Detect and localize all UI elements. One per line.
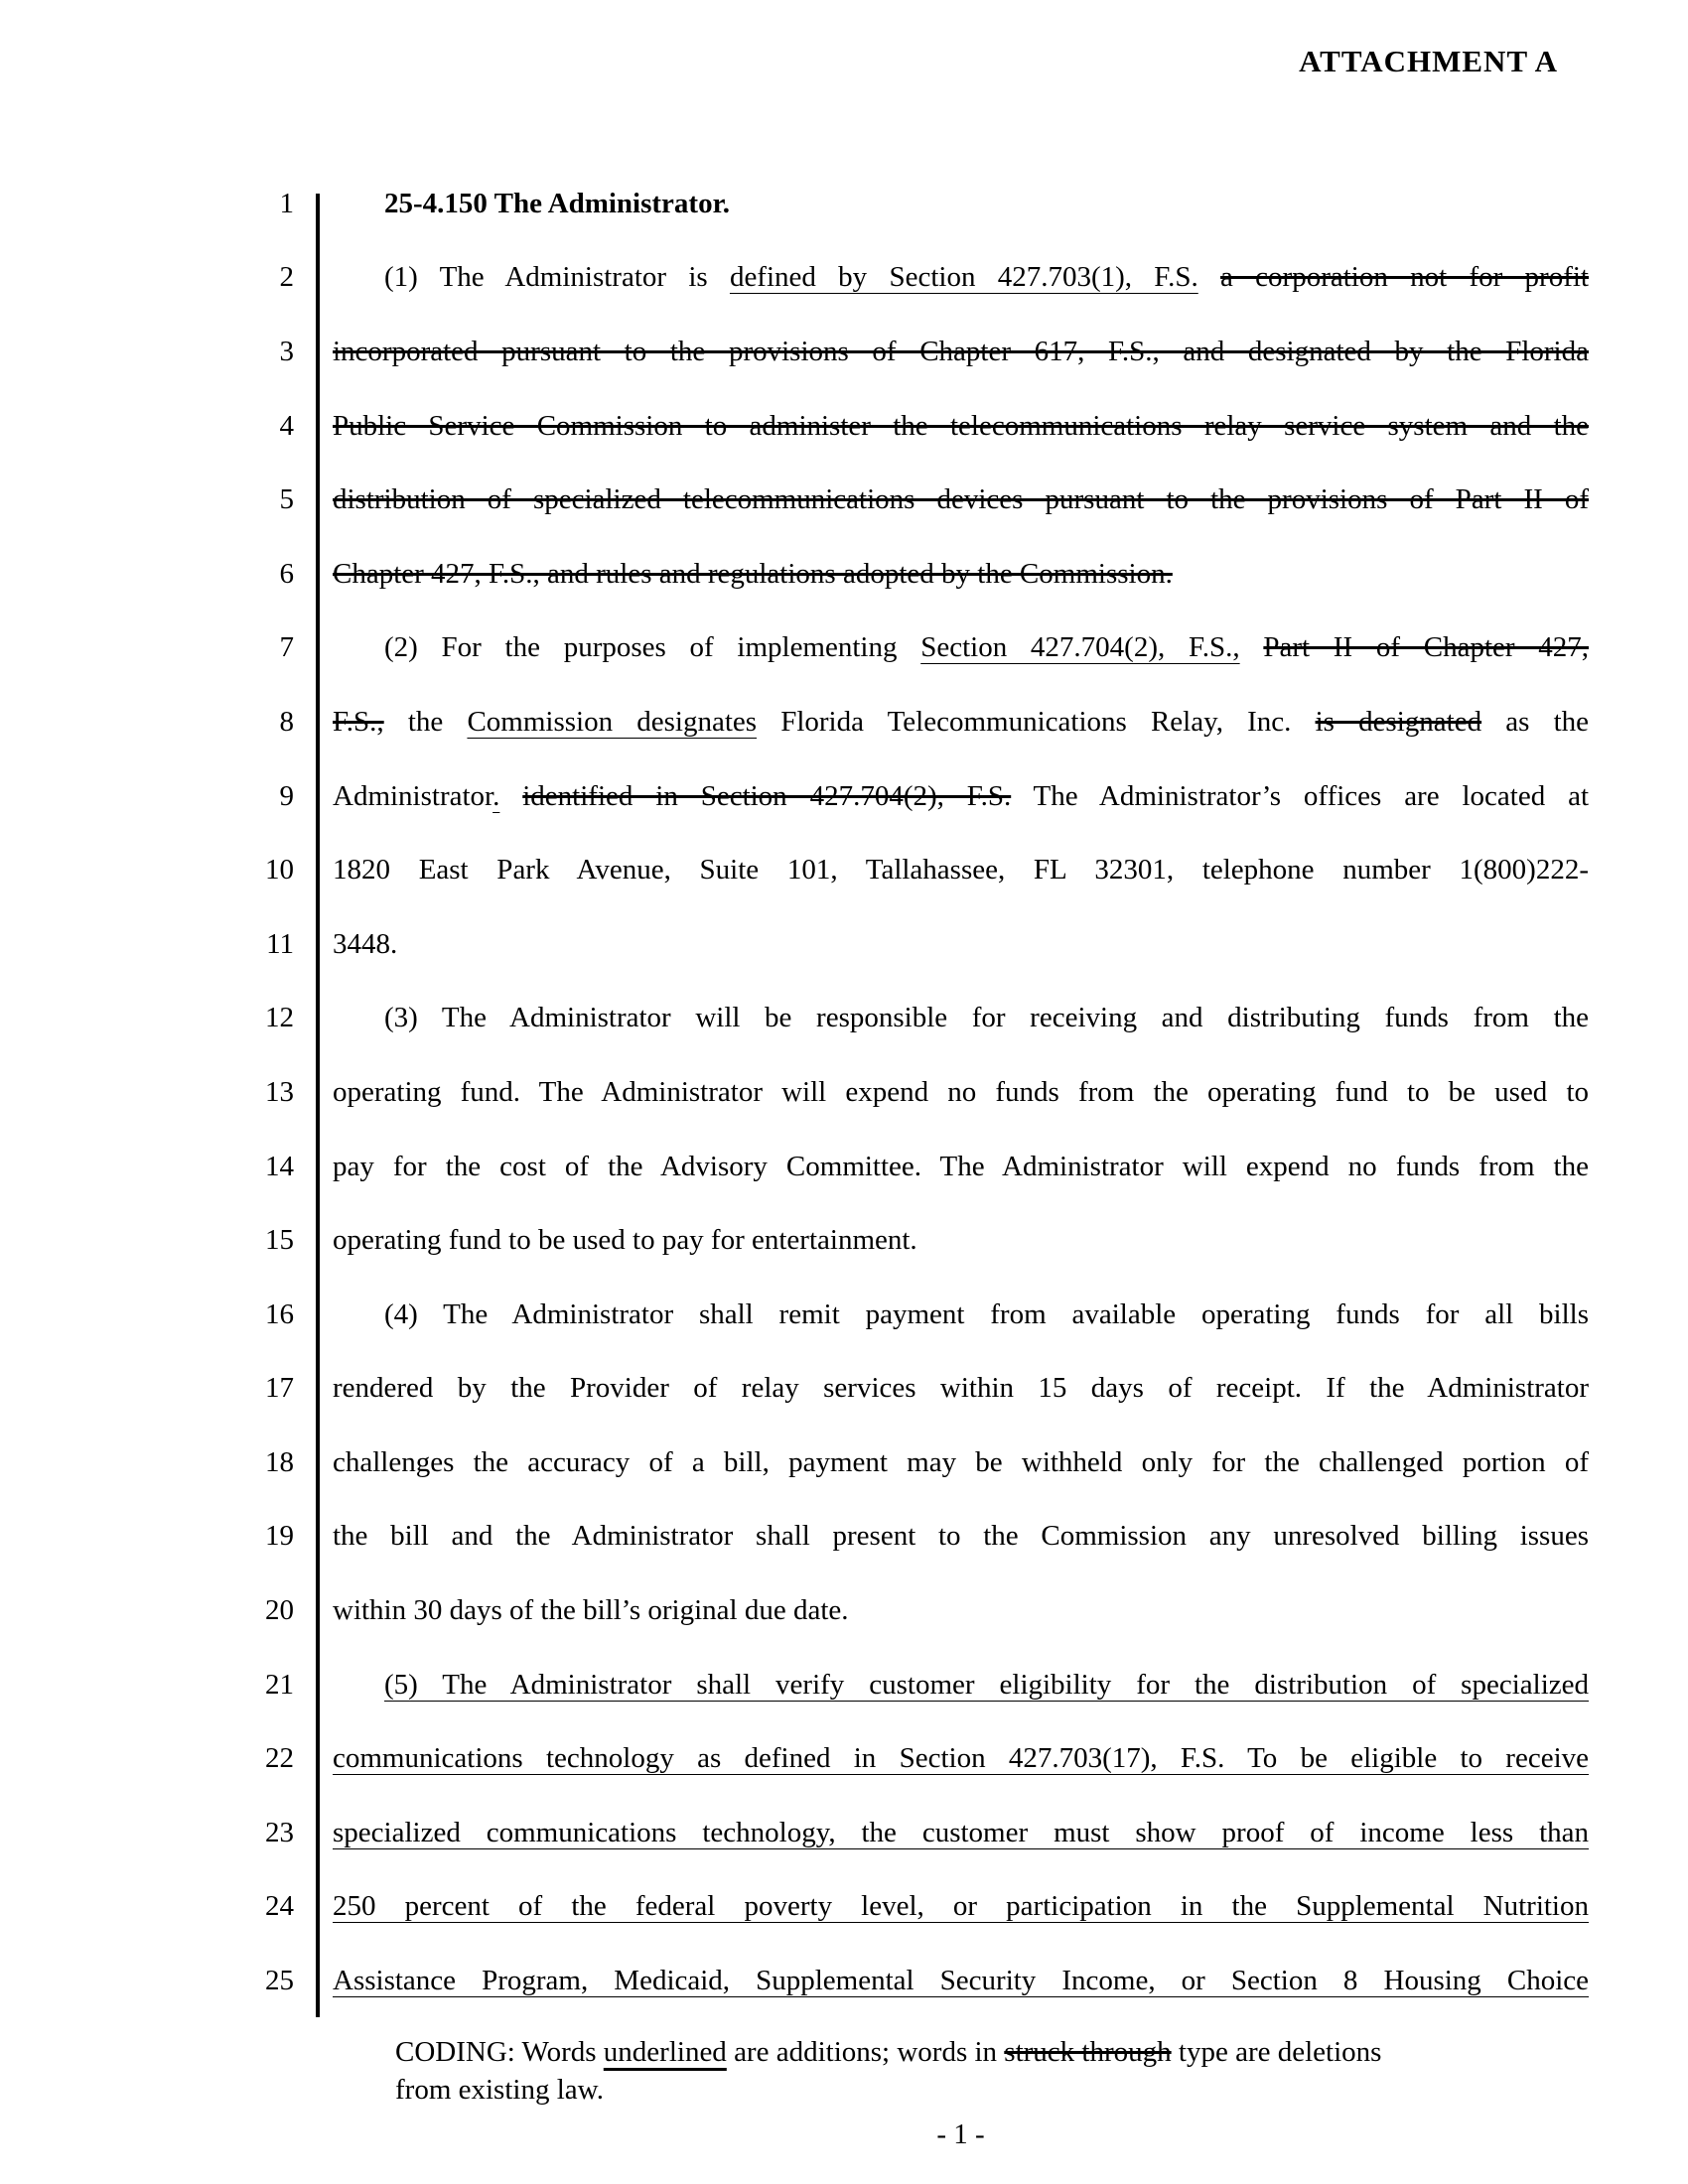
text-run: the [383,705,468,738]
line-number: 11 [266,927,294,960]
added-text: Commission designates [467,705,758,738]
added-text: communications technology as defined in Section 427.703(17), F.S. To be eligible to receive [333,1742,1589,1775]
line-text [333,1224,1589,1257]
document-line [0,685,1688,759]
line-text [333,1151,1589,1183]
document-line [0,833,1688,907]
line-number: 9 [279,779,294,812]
text-run: (1) The Administrator is [384,261,730,294]
document-line [0,241,1688,316]
text-run: (3) The Administrator will be responsible for receiving and distributing funds from the [384,1002,1589,1034]
added-text: Section 427.704(2), F.S., [920,631,1240,664]
line-text [333,780,1589,813]
line-text [333,410,1589,443]
added-text: (5) The Administrator shall verify customer eligibility for the distribution of specialized [384,1668,1589,1701]
line-text [333,336,1589,368]
line-text [333,1298,1589,1331]
document-line [0,907,1688,982]
page-number: - 1 - [936,2118,985,2150]
line-number: 4 [279,409,294,442]
coding-note-line [395,2033,1587,2071]
line-text [333,483,1589,516]
line-number: 1 [279,187,294,219]
document-line [0,1278,1688,1352]
line-number: 16 [265,1297,294,1330]
text-run: (2) For the purposes of implementing [384,631,921,664]
text-run: 25-4.150 The Administrator. [384,187,731,219]
document-line [0,1055,1688,1130]
line-text [333,188,1589,220]
text-run: The Administrator’s offices are located at [1011,779,1589,812]
line-number: 15 [265,1224,294,1257]
added-text: specialized communications technology, the customer must show proof of income less than [333,1816,1589,1848]
line-number: 6 [279,557,294,590]
text-run: 3448. [333,927,398,960]
line-number: 13 [265,1075,294,1108]
text-run: rendered by the Provider of relay services within 15 days of receipt. If the Administrator [333,1372,1589,1405]
document-line [0,1648,1688,1722]
deleted-text: incorporated pursuant to the provisions of Chapter 617, F.S., and designated by the Florida [333,335,1589,367]
line-text [333,1520,1589,1553]
document-line [0,1721,1688,1796]
line-text [333,261,1589,294]
document-line [0,1426,1688,1500]
added-text: underlined [603,2036,727,2068]
deleted-text: distribution of specialized telecommunications devices pursuant to the provisions of Part II of [333,483,1589,516]
deleted-text: is designated [1315,705,1482,738]
line-number: 14 [265,1150,294,1182]
line-text [333,854,1589,887]
line-number: 12 [265,1002,294,1034]
deleted-text: a corporation not for profit [1220,261,1589,294]
line-text [333,1669,1589,1702]
text-run: type are deletions [1171,2036,1382,2068]
line-text [333,1594,1589,1627]
line-text [333,1002,1589,1034]
line-text [333,558,1589,591]
line-text [333,1742,1589,1775]
line-number: 22 [265,1742,294,1775]
line-text [333,631,1589,664]
line-number: 8 [279,705,294,738]
coding-note-line [395,2071,1587,2109]
text-run: challenges the accuracy of a bill, payment may be withheld only for the challenged portion of [333,1445,1589,1478]
text-run [499,780,522,812]
deleted-text: Part II of Chapter 427, [1263,631,1589,664]
document-line [0,1130,1688,1204]
line-text [333,1446,1589,1479]
deleted-text: identified in Section 427.704(2), F.S. [522,779,1012,812]
document-line [0,1573,1688,1648]
text-run: Administrator [333,779,493,812]
text-run: from existing law. [395,2074,604,2106]
document-line [0,1944,1688,2018]
line-number: 18 [265,1445,294,1478]
line-text [333,1817,1589,1849]
line-number: 24 [265,1890,294,1923]
line-number: 23 [265,1816,294,1848]
document-lines [0,167,1688,2018]
line-number: 10 [265,854,294,887]
text-run [1198,261,1220,293]
added-text: defined by Section 427.703(1), F.S. [729,261,1198,294]
text-run: pay for the cost of the Advisory Committee. The Administrator will expend no funds from the [333,1150,1589,1182]
coding-note [395,2033,1587,2109]
added-text: 250 percent of the federal poverty level, or participation in the Supplemental Nutrition [333,1890,1589,1923]
line-text [333,1372,1589,1405]
text-run: Florida Telecommunications Relay, Inc. [757,705,1316,738]
line-number: 3 [279,335,294,367]
text-run: (4) The Administrator shall remit payment from available operating funds for all bills [384,1297,1589,1330]
text-run: within 30 days of the bill’s original due date. [333,1594,849,1627]
document-line [0,612,1688,686]
line-number: 2 [279,261,294,294]
document-line [0,1203,1688,1278]
document-line [0,1870,1688,1945]
document-line [0,315,1688,389]
line-text [333,1965,1589,1997]
document-line [0,463,1688,537]
text-run: CODING: Words [395,2036,604,2068]
deleted-text: F.S., [333,705,384,738]
document-line [0,167,1688,241]
attachment-header: ATTACHMENT A [1299,44,1558,78]
line-number: 5 [279,483,294,516]
line-number: 25 [265,1965,294,1997]
text-run: the bill and the Administrator shall present to the Commission any unresolved billing issues [333,1520,1589,1553]
text-run: operating fund. The Administrator will expend no funds from the operating fund to be used to [333,1075,1589,1108]
added-text: Assistance Program, Medicaid, Supplemental Security Income, or Section 8 Housing Choice [333,1965,1589,1997]
deleted-text: Public Service Commission to administer the telecommunications relay service system and the [333,409,1589,442]
line-text [333,1890,1589,1923]
deleted-text: Chapter 427, F.S., and rules and regulations adopted by the Commission. [333,557,1173,590]
document-line [0,537,1688,612]
text-run: are additions; words in [726,2036,1005,2068]
document-line [0,1500,1688,1574]
text-run: 1820 East Park Avenue, Suite 101, Tallahassee, FL 32301, telephone number 1(800)222- [333,854,1589,887]
line-number: 17 [265,1372,294,1405]
text-run [1240,631,1264,663]
added-text: . [492,779,500,812]
line-text [333,1076,1589,1109]
document-line [0,759,1688,834]
document-line [0,982,1688,1056]
line-number: 21 [265,1668,294,1701]
line-text [333,928,1589,961]
line-number: 7 [279,631,294,664]
line-text [333,706,1589,739]
document-line [0,1352,1688,1427]
deleted-text: struck through [1004,2036,1172,2068]
document-line [0,389,1688,464]
text-run: as the [1481,705,1589,738]
document-line [0,1796,1688,1870]
line-number: 19 [265,1520,294,1553]
line-number: 20 [265,1594,294,1627]
text-run: operating fund to be used to pay for entertainment. [333,1224,917,1257]
